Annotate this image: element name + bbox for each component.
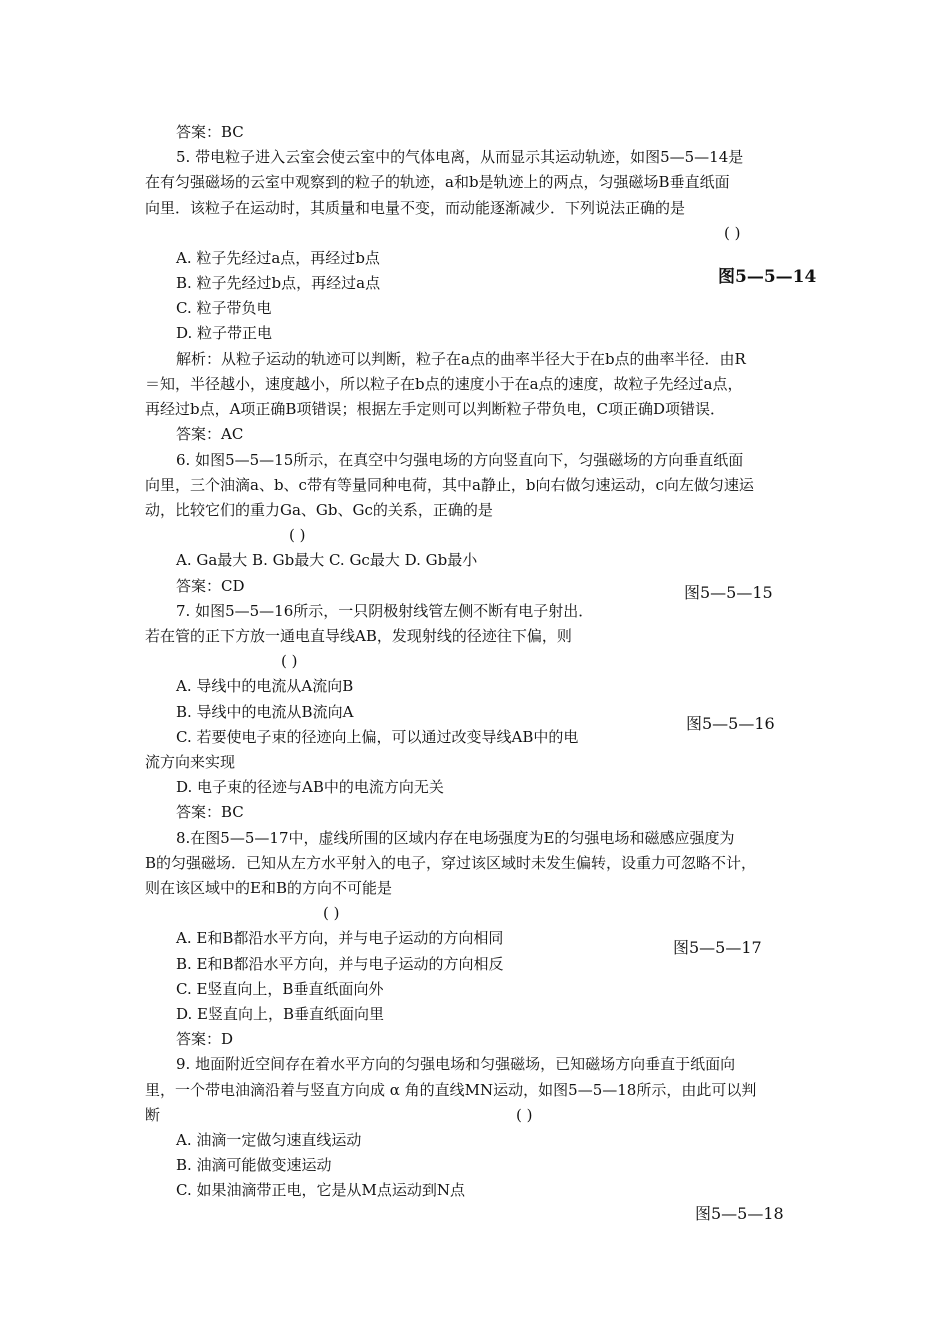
question-5-line-1: 5. 带电粒子进入云室会使云室中的气体电离，从而显示其运动轨迹，如图5—5—14是 (176, 148, 744, 166)
question-8-option-d: D. E竖直向上，B垂直纸面向里 (176, 1005, 385, 1023)
question-5-option-a: A. 粒子先经过a点，再经过b点 (176, 249, 380, 267)
figure-label-5-5-17: 图5—5—17 (673, 938, 762, 957)
question-5-option-d: D. 粒子带正电 (176, 324, 273, 342)
question-9-answer-blank: ( ) (516, 1106, 533, 1124)
question-7-option-c-line-1: C. 若要使电子束的径迹向上偏，可以通过改变导线AB中的电 (176, 728, 579, 746)
answer-8: 答案：D (176, 1030, 234, 1048)
question-5-line-2: 在有匀强磁场的云室中观察到的粒子的轨迹，a和b是轨迹上的两点，匀强磁场B垂直纸面 (145, 173, 730, 191)
question-7-option-d: D. 电子束的径迹与AB中的电流方向无关 (176, 778, 444, 796)
question-5-line-3: 向里．该粒子在运动时，其质量和电量不变，而动能逐渐减少．下列说法正确的是 (145, 199, 686, 217)
question-8-answer-blank: ( ) (323, 904, 340, 922)
question-7-line-1: 7. 如图5—5—16所示，一只阴极射线管左侧不断有电子射出． (176, 602, 594, 620)
question-7-answer-blank: ( ) (281, 652, 298, 670)
question-6-line-3: 动，比较它们的重力Ga、Gb、Gc的关系，正确的是 (145, 501, 493, 519)
solution-5-line-3: 再经过b点，A项正确B项错误；根据左手定则可以判断粒子带负电，C项正确D项错误． (145, 400, 725, 418)
question-7-option-b: B. 导线中的电流从B流向A (176, 703, 354, 721)
answer-7: 答案：BC (176, 803, 244, 821)
question-7-line-2: 若在管的正下方放一通电直导线AB，发现射线的径迹往下偏，则 (145, 627, 572, 645)
question-9-line-2: 里，一个带电油滴沿着与竖直方向成 α 角的直线MN运动，如图5—5—18所示，由此可以判 (145, 1081, 757, 1099)
question-9-option-a: A. 油滴一定做匀速直线运动 (176, 1131, 362, 1149)
question-6-options: A. Ga最大 B. Gb最大 C. Gc最大 D. Gb最小 (176, 551, 478, 569)
question-5-option-b: B. 粒子先经过b点，再经过a点 (176, 274, 381, 292)
figure-label-5-5-14: 图5—5—14 (718, 267, 817, 287)
question-8-line-2: B的匀强磁场．已知从左方水平射入的电子，穿过该区域时未发生偏转，设重力可忽略不计， (145, 854, 757, 872)
question-9-option-c: C. 如果油滴带正电，它是从M点运动到N点 (176, 1181, 465, 1199)
question-6-line-1: 6. 如图5—5—15所示，在真空中匀强电场的方向竖直向下，匀强磁场的方向垂直纸面 (176, 451, 744, 469)
question-8-option-a: A. E和B都沿水平方向，并与电子运动的方向相同 (176, 929, 504, 947)
question-5-option-c: C. 粒子带负电 (176, 299, 272, 317)
question-9-line-3: 断 (145, 1106, 161, 1124)
question-5-answer-blank: ( ) (724, 224, 741, 242)
solution-5-line-1: 解析：从粒子运动的轨迹可以判断，粒子在a点的曲率半径大于在b点的曲率半径．由R (176, 350, 746, 368)
question-6-answer-blank: ( ) (289, 526, 306, 544)
question-9-option-b: B. 油滴可能做变速运动 (176, 1156, 332, 1174)
answer-5: 答案：AC (176, 425, 244, 443)
figure-label-5-5-18: 图5—5—18 (695, 1204, 784, 1223)
answer-6: 答案：CD (176, 577, 245, 595)
question-6-line-2: 向里，三个油滴a、b、c带有等量同种电荷，其中a静止，b向右做匀速运动，c向左做匀速运 (145, 476, 754, 494)
answer-4: 答案：BC (176, 123, 244, 141)
figure-label-5-5-16: 图5—5—16 (686, 714, 775, 733)
figure-label-5-5-15: 图5—5—15 (684, 583, 773, 602)
question-8-option-c: C. E竖直向上，B垂直纸面向外 (176, 980, 384, 998)
solution-5-line-2: ＝知，半径越小，速度越小，所以粒子在b点的速度小于在a点的速度，故粒子先经过a点， (145, 375, 743, 393)
question-8-option-b: B. E和B都沿水平方向，并与电子运动的方向相反 (176, 955, 504, 973)
question-8-line-3: 则在该区域中的E和B的方向不可能是 (145, 879, 392, 897)
question-9-line-1: 9. 地面附近空间存在着水平方向的匀强电场和匀强磁场，已知磁场方向垂直于纸面向 (176, 1055, 736, 1073)
question-8-line-1: 8.在图5—5—17中，虚线所围的区域内存在电场强度为E的匀强电场和磁感应强度为 (176, 829, 735, 847)
question-7-option-a: A. 导线中的电流从A流向B (176, 677, 354, 695)
question-7-option-c-line-2: 流方向来实现 (145, 753, 236, 771)
